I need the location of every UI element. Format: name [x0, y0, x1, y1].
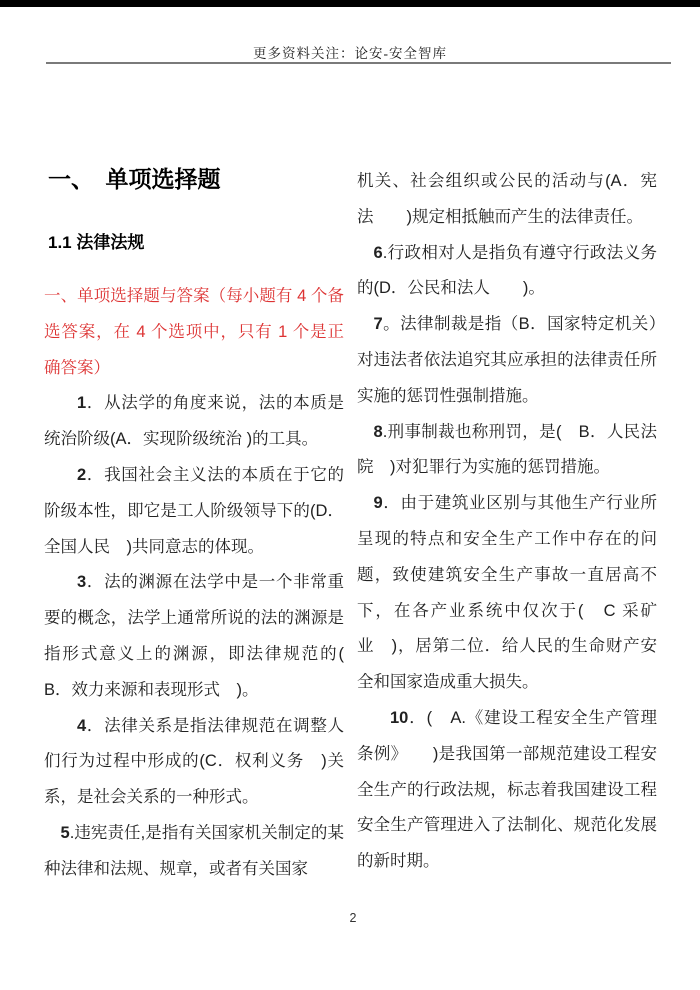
- question-number: 8: [373, 422, 383, 441]
- question-number: 2: [77, 465, 87, 484]
- page-header-text: 更多资料关注：论安-安全智库: [253, 46, 447, 61]
- question-number: 7: [373, 315, 383, 334]
- question-text: .违宪责任,是指有关国家机关制定的某种法律和法规、规章，或者有关国家: [44, 823, 344, 878]
- sub-heading: 1.1 法律法规: [48, 233, 145, 252]
- question-9: [357, 486, 657, 701]
- question-2: [44, 458, 344, 565]
- question-number: 1: [77, 394, 87, 413]
- question-6: [357, 236, 657, 308]
- question-number: 10: [390, 708, 409, 727]
- right-column: [357, 164, 657, 888]
- intro-paragraph: 一、单项选择题与答案（每小题有 4 个备选答案，在 4 个选项中，只有 1 个是正确答案）: [44, 287, 344, 377]
- main-heading: 一、 单项选择题: [48, 166, 221, 192]
- document-body: [44, 164, 657, 888]
- question-number: 9: [373, 494, 383, 513]
- question-text: ．法的渊源在法学中是一个非常重要的概念，法学上通常所说的法的渊源是指形式意义上的渊源，即法律规范的( B．效力来源和表现形式 )。: [44, 573, 361, 699]
- question-text: ．( A.《建设工程安全生产管理条例》 )是我国第一部规范建设工程安全生产的行政法规，标志着我国建设工程安全生产管理进入了法制化、规范化发展的新时期。: [357, 708, 657, 871]
- question-text: 。法律制裁是指（B．国家特定机关）对违法者依法追究其应承担的法律责任所实施的惩罚性强制措施。: [357, 315, 657, 405]
- question-text: .刑事制裁也称刑罚，是( B．人民法院 )对犯罪行为实施的惩罚措施。: [357, 422, 657, 477]
- question-text: ．我国社会主义法的本质在于它的阶级本性，即它是工人阶级领导下的(D．全国人民 )共同意志的体现。: [44, 465, 344, 556]
- question-5: [44, 816, 344, 888]
- left-column: [44, 164, 361, 888]
- question-10: [357, 701, 657, 880]
- question-text: ．由于建筑业区别与其他生产行业所呈现的特点和安全生产工作中存在的问题，致使建筑安全生产事故一直居高不下，在各产业系统中仅次于( C 采矿业 )，居第二位．给人民的生命财产安全和国家造成重大损失。: [357, 494, 657, 692]
- question-4: [44, 709, 344, 816]
- question-text: ．从法学的角度来说，法的本质是统治阶级(A．实现阶级统治 )的工具。: [44, 394, 344, 449]
- question-8: [357, 415, 657, 487]
- question-number: 3: [77, 573, 87, 592]
- question-text: ．法律关系是指法律规范在调整人们行为过程中形成的(C．权利义务 )关系，是社会关系的一种形式。: [44, 716, 344, 807]
- question-number: 5: [60, 823, 70, 842]
- page-number: 2: [349, 911, 357, 925]
- top-black-bar: [0, 0, 700, 7]
- question-text: .行政相对人是指负有遵守行政法义务的(D．公民和法人 )。: [357, 243, 657, 298]
- question-3: [44, 565, 361, 708]
- question-1: [44, 386, 344, 458]
- question-number: 4: [77, 716, 87, 735]
- question-number: 6: [373, 243, 383, 262]
- header-rule: [46, 62, 671, 64]
- question-7: [357, 307, 657, 414]
- question-5-continuation: 机关、社会组织或公民的活动与(A．宪法 )规定相抵触而产生的法律责任。: [357, 172, 657, 226]
